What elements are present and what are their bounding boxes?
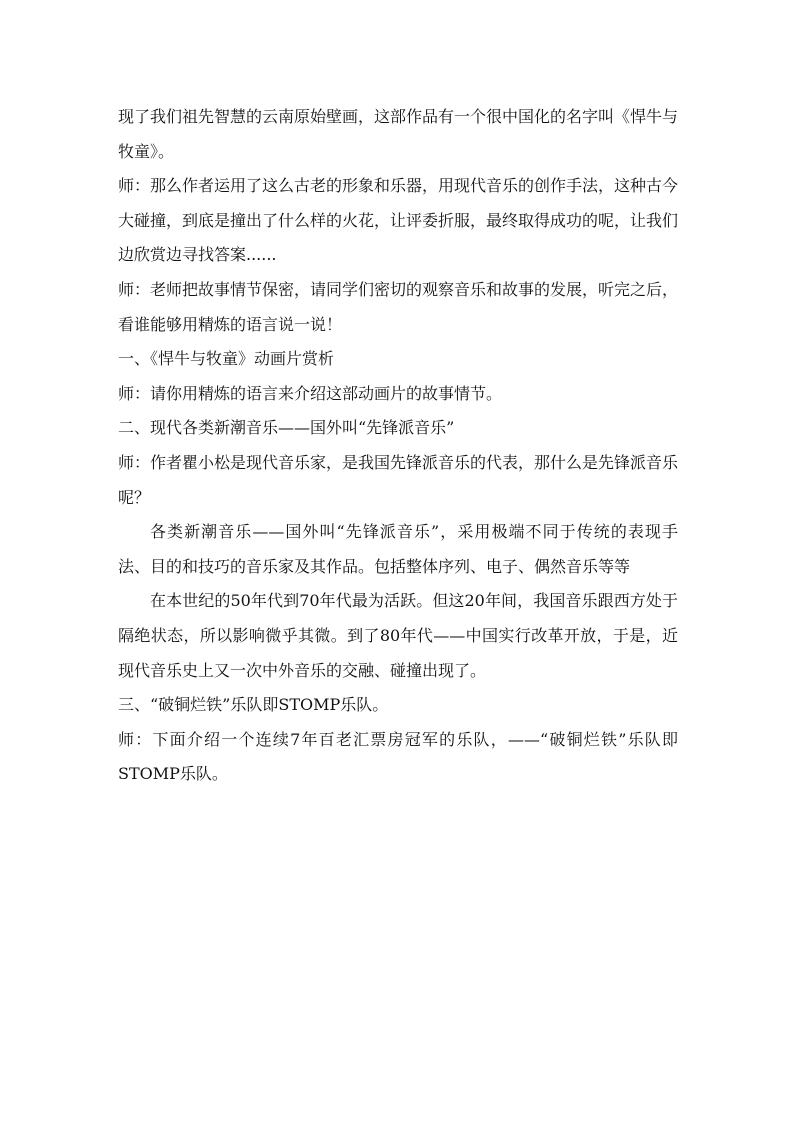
paragraph-teacher-question: 师：那么作者运用了这么古老的形象和乐器，用现代音乐的创作手法，这种古今大碰撞，到底是撞出了什么样的火花，让评委折服，最终取得成功的呢，让我们边欣赏边寻找答案......	[118, 176, 679, 265]
paragraph-teacher-prompt: 师：请你用精炼的语言来介绍这部动画片的故事情节。	[118, 383, 503, 403]
paragraph-teacher-stomp: 师：下面介绍一个连续7年百老汇票房冠军的乐队，——“破铜烂铁”乐队即STOMP乐队。	[118, 729, 678, 784]
paragraph-teacher-avant-garde: 师：作者瞿小松是现代音乐家，是我国先锋派音乐的代表，那什么是先锋派音乐呢？	[118, 452, 679, 507]
section-heading-1: 一、《悍牛与牧童》动画片赏析	[118, 349, 335, 369]
paragraph-teacher-instruction: 师：老师把故事情节保密，请同学们密切的观察音乐和故事的发展，听完之后，看谁能够用精炼的语言说一说！	[118, 279, 679, 334]
section-heading-3: 三、“破铜烂铁”乐队即STOMP乐队。	[118, 695, 389, 715]
paragraph-definition: 各类新潮音乐——国外叫“先锋派音乐”，采用极端不同于传统的表现手法、目的和技巧的音乐家及其作品。包括整体序列、电子、偶然音乐等等	[118, 522, 678, 576]
paragraph-intro-continuation: 现了我们祖先智慧的云南原始壁画，这部作品有一个很中国化的名字叫《悍牛与牧童》。	[118, 107, 679, 161]
document-body	[118, 100, 678, 792]
paragraph-history: 在本世纪的50年代到70年代最为活跃。但这20年间，我国音乐跟西方处于隔绝状态，所以影响微乎其微。到了80年代——中国实行改革开放，于是，近现代音乐史上又一次中外音乐的交融、碰撞出现了。	[118, 591, 678, 680]
section-heading-2: 二、现代各类新潮音乐——国外叫“先锋派音乐”	[118, 418, 455, 438]
